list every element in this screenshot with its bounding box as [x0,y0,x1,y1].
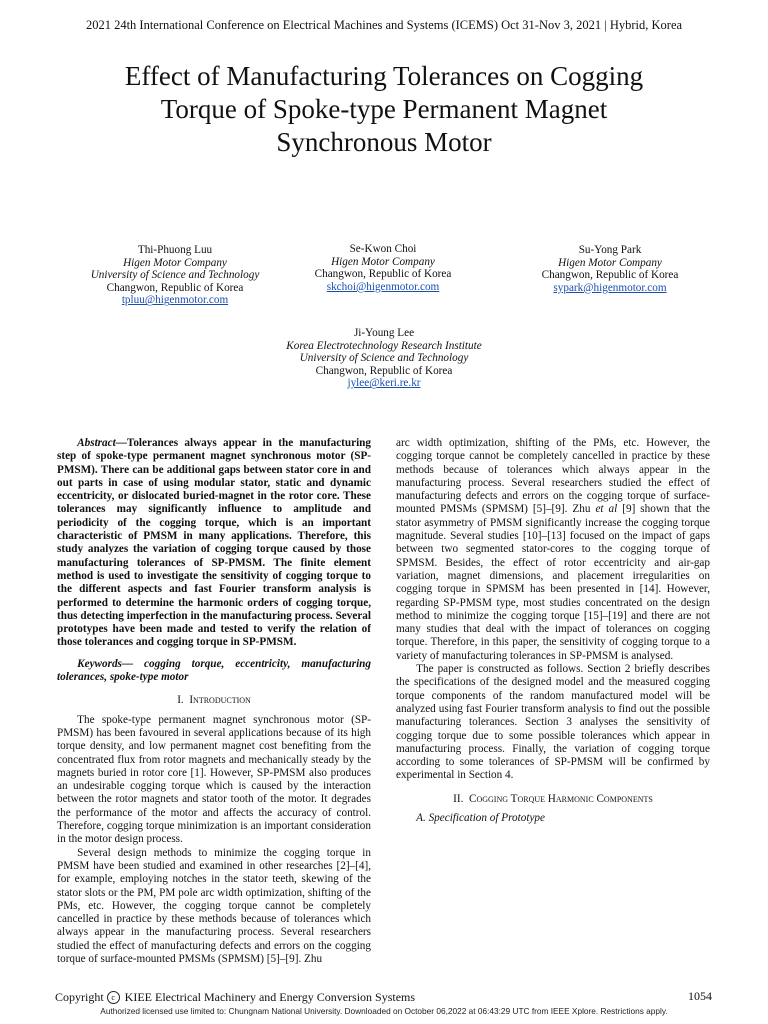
author-email-link[interactable]: tpluu@higenmotor.com [121,294,229,307]
author-block-3 [495,244,725,294]
intro-paragraph-2b [396,437,710,663]
author-block-1 [60,244,290,307]
authorized-use-notice: Authorized licensed use limited to: Chungnam National University. Downloaded on October 06,2022 at 06:43:29 UTC from IEEE Xplore. Restrictions apply. [100,1006,668,1016]
author-affiliation-2: University of Science and Technology [90,269,260,282]
et-al: et al [595,503,618,516]
author-location: Changwon, Republic of Korea [106,281,244,294]
keywords-label: Keywords— [77,657,134,670]
keywords [57,658,371,685]
author-block-4 [259,327,509,390]
author-email-link[interactable]: sypark@higenmotor.com [553,281,667,294]
author-location: Changwon, Republic of Korea [314,268,452,281]
author-affiliation: Higen Motor Company [558,256,662,269]
right-column [396,437,710,825]
section-number: I. [177,694,184,707]
author-affiliation: Higen Motor Company [123,256,227,269]
author-email-link[interactable]: skchoi@higenmotor.com [326,280,440,293]
intro-paragraph-3: The paper is constructed as follows. Section 2 briefly describes the specifications of the designed model and the measured cogging torque components of the random manufactured model will be analyzed using fast Fourier transform analysis to find out the possible manufacturing tolerances. Section 3 analyses the sensitivity of cogging torque due to some possible tolerances which appear in manufacturing process. Finally, the variation of cogging torque according to some tolerances of SP-PMSM will be confirmed by experimental in Section 4. [396,663,710,782]
conference-header: 2021 24th International Conference on Electrical Machines and Systems (ICEMS) Oct 31-Nov 3, 2021 | Hybrid, Korea [85,18,683,32]
author-email-link[interactable]: jylee@keri.re.kr [347,377,421,390]
copyright-word: Copyright [55,990,104,1004]
author-name: Su-Yong Park [578,244,642,256]
author-name: Se-Kwon Choi [349,243,417,255]
author-affiliation: Higen Motor Company [331,255,435,268]
abstract-text: Tolerances always appear in the manufacturing step of spoke-type permanent magnet synchronous motor (SP-PMSM). There can be additional gaps between stator core in and out parts in case of using modular stator, static and dynamic eccentricity, or dislocated buried-magnet in the rotor core. These tolerances may significantly influence to amplitude and periodicity of the cogging torque, which is an important characteristic of PMSM in many applications. Therefore, this study analyzes the variation of cogging torque caused by those manufacturing tolerances of SP-PMSM. The finite element method is used to investigate the sensitivity of cogging torque to the different aspects and fast Fourier transform analysis is performed to determine the harmonic orders of cogging torque, thus detecting imperfection in the manufacturing process. Several prototypes have been made and tested to verify the relation of those tolerances and cogging torque in SP-PMSM. [57,437,371,649]
author-location: Changwon, Republic of Korea [315,364,453,377]
section-heading-cogging [396,793,710,806]
author-affiliation-2: University of Science and Technology [299,352,469,365]
title-line-3: Synchronous Motor [276,127,492,157]
section-title: Cogging Torque Harmonic Components [469,792,653,805]
section-title: Introduction [189,694,251,707]
keywords-text: cogging torque, eccentricity, manufacturing tolerances, spoke-type motor [57,657,371,684]
intro-paragraph-1: The spoke-type permanent magnet synchronous motor (SP-PMSM) has been favoured in several applications because of its high torque density, and low permanent magnet cost benefiting from the concentrated flux from rotor magnets and mechanically steady by the magnets buried in rotor core [1]. However, SP-PMSM also produces an undesirable cogging torque which is caused by the interaction between the rotor magnets and stator tooth of the motor. It degrades the performance of the motor and affects the accuracy of control. Therefore, cogging torque minimization is an important consideration in the motor design process. [57,713,371,846]
paper-title [60,60,708,159]
abstract [57,437,371,650]
title-line-2: Torque of Spoke-type Permanent Magnet [160,94,608,124]
copyright-symbol-icon: c [107,991,120,1004]
copyright-footer [55,990,415,1005]
abstract-label: Abstract— [77,437,127,449]
intro-paragraph-2a: Several design methods to minimize the cogging torque in PMSM have been studied and examined in other researches [2]–[4], for example, employing notches in the stator teeth, skewing of the stator slots or the PM, PM pole arc width optimization, shifting of the PMs, etc. However, the cogging torque cannot be completely cancelled in practice by these methods because of tolerances which always appear in the manufacturing process. Several researchers studied the effect of manufacturing defects and errors on the cogging torque of surface-mounted PMSMs (SPMSM) [5]–[9]. Zhu [57,846,371,965]
p2b-continued-text: arc width optimization, shifting of the PMs, etc. However, the cogging torque cannot be completely cancelled in practice by these methods because of tolerances which always appear in the manufacturing process. Several researchers studied the effect of manufacturing defects and errors on the cogging torque of surface-mounted PMSMs (SPMSM) [5]–[9]. Zhu [396,437,710,516]
copyright-text: KIEE Electrical Machinery and Energy Conversion Systems [124,990,416,1004]
left-column [57,437,371,966]
author-name: Thi-Phuong Luu [137,244,213,256]
title-line-1: Effect of Manufacturing Tolerances on Cogging [124,61,644,91]
author-affiliation: Korea Electrotechnology Research Institute [286,339,482,352]
author-name: Ji-Young Lee [353,327,415,339]
author-location: Changwon, Republic of Korea [541,269,679,282]
section-number: II. [453,792,464,805]
author-block-2 [268,243,498,293]
p2b-rest: [9] shown that the stator asymmetry of PMSM significantly increase the cogging torque magnitude. Several studies [10]–[13] focused on the impact of gaps between two segmented stator-cores to the cogging torque of SPMSM. Besides, the effect of rotor eccentricity and air-gap variation, magnet dimensions, and placement irregularities on cogging torque in SPMSM has been presented in [14]. However, regarding SP-PMSM type, most studies concentrated on the design method to minimize the cogging torque [15]–[19] and there are not many studies that deal with the impact of tolerances on cogging torque. Therefore, in this paper, the sensitivity of cogging torque to a variety of manufacturing tolerances in SP-PMSM is analysed. [396,503,710,662]
page-number: 1054 [688,989,712,1003]
subsection-heading-a: A. Specification of Prototype [416,812,545,825]
section-heading-introduction [57,694,371,707]
